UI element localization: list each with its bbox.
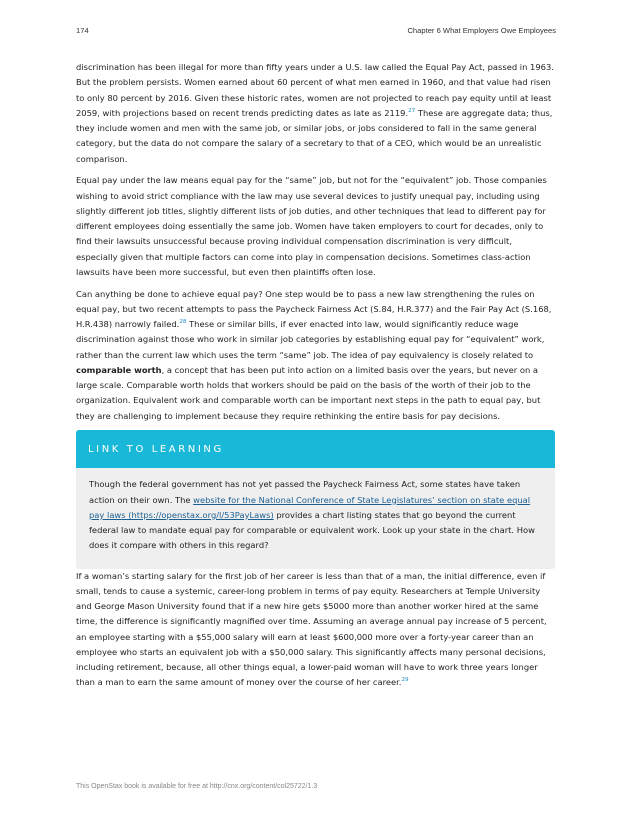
paragraph-1: [76, 60, 555, 167]
paragraph-3: [76, 287, 555, 424]
chapter-title: Chapter 6 What Employers Owe Employees: [407, 26, 556, 35]
pay-laws-link[interactable]: website for the National Conference of State Legislatures’ section on state equal pay laws (https://openstax.org/l/53PayLaws): [89, 494, 531, 520]
link-box-text-end: provides a chart listing states that go beyond the current federal law to mandate equal pay for comparable or equivalent work. Look up your state in the chart. How does it compare with others in this regard?: [89, 509, 535, 551]
link-to-learning-box: [76, 430, 555, 568]
footnote-ref-29[interactable]: 29: [401, 677, 409, 684]
page-footer: This OpenStax book is available for free at http://cnx.org/content/col25722/1.3: [76, 783, 318, 790]
link-box-text: [89, 477, 543, 553]
link-box-header: [76, 430, 555, 468]
link-box-body: [76, 468, 555, 568]
page-number: 174: [76, 26, 89, 35]
key-term-comparable-worth: comparable worth: [76, 364, 162, 375]
paragraph-text: These or similar bills, if ever enacted into law, would significantly reduce wage discrimination against those who work in similar job categories by establishing equal pay for “equivalent” work, rather than the current law which uses the term “same” job. The idea of pay equivalency is closely related to: [76, 319, 545, 360]
page-header: [76, 26, 556, 38]
paragraph-text: discrimination has been illegal for more than fifty years under a U.S. law called the Equal Pay Act, passed in 1963. But the problem persists. Women earned about 60 percent of what men earned in 1960, and that value had risen to only 80 percent by 2016. Given these historic rates, women are not projected to reach pay equity until at least 2059, with projections based on recent trends predicting dates as late as 2119.: [76, 62, 554, 118]
paragraph-2: Equal pay under the law means equal pay for the “same” job, but not for the “equivalent” job. Those companies wishing to avoid strict compliance with the law may use several devices to justify unequal pay, including using slightly different job titles, slightly different lists of job duties, and other techniques that lead to different pay for different employees doing essentially the same job. Women have taken employers to court for decades, only to find their lawsuits unsuccessful because proving individual compensation discrimination is very difficult, especially given that multiple factors can come into play in compensation decisions. Sometimes class-action lawsuits have been more successful, but even then plaintiffs often lose.: [76, 175, 547, 277]
paragraph-text: These are aggregate data; thus, they include women and men with the same job, or similar jobs, or jobs considered to fall in the same general category, but the data do not compare the salary of a secretary to that of a CEO, which would be an unrealistic comparison.: [76, 107, 553, 164]
paragraph-text: If a woman’s starting salary for the first job of her career is less than that of a man, the initial difference, even if small, tends to cause a systemic, career-long problem in terms of pay equity. Researchers at Temple University and George Mason University found that if a new hire gets $5000 more than another worker hired at the same time, the difference is significantly magnified over time. Assuming an average annual pay increase of 5 percent, an employee starting with a $55,000 salary will earn at least $600,000 more over a forty-year career than an employee who starts an equivalent job with a $50,000 salary. This significantly affects many personal decisions, including retirement, because, all other things equal, a lower-paid woman will have to work three years longer than a man to earn the same amount of money over the course of her career.: [76, 570, 547, 688]
link-box-text-start: Though the federal government has not yet passed the Paycheck Fairness Act, some states have taken action on their own. The: [89, 479, 521, 505]
link-box-title: LINK TO LEARNING: [88, 443, 224, 455]
page-content: [76, 60, 555, 697]
footnote-ref-27[interactable]: 27: [408, 107, 416, 114]
footnote-ref-28[interactable]: 28: [179, 319, 187, 326]
paragraph-text: Can anything be done to achieve equal pay? One step would be to pass a new law strengthening the rules on equal pay, but two recent attempts to pass the Paycheck Fairness Act (S.84, H.R.377) and the Fair Pay Act (S.168, H.R.438) narrowly failed.: [76, 288, 552, 329]
paragraph-text: , a concept that has been put into action on a limited basis over the years, but never on a large scale. Comparable worth holds that workers should be paid on the basis of the worth of their job to the organization. Equivalent work and comparable worth can be important next steps in the path to equal pay, but they are challenging to implement because they require rethinking the entire basis for pay decisions.: [76, 364, 541, 421]
paragraph-4: [76, 569, 555, 691]
